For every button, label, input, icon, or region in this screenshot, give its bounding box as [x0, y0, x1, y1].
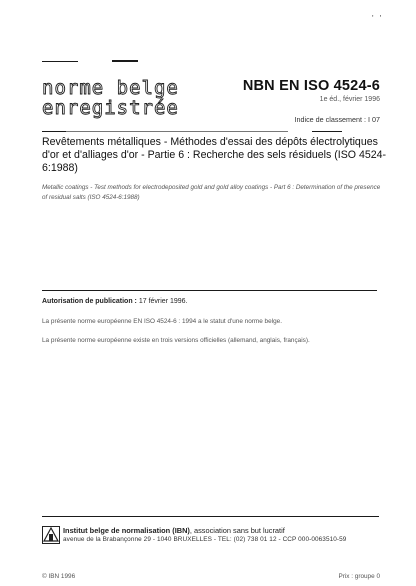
brand-line-2: enregistrée [42, 97, 179, 119]
authorization-date: 17 février 1996. [138, 298, 188, 305]
institute-name-line [63, 526, 285, 535]
price-group: Prix : groupe 0 [338, 573, 380, 580]
authorization-label: Autorisation de publication : [42, 298, 137, 305]
versions-paragraph: La présente norme européenne existe en trois versions officielles (allemand, anglais, français). [42, 337, 310, 344]
ibn-logo-icon [42, 526, 60, 544]
status-paragraph: La présente norme européenne EN ISO 4524-6 : 1994 a le statut d'une norme belge. [42, 318, 282, 325]
brand-line-1: norme belge [42, 77, 179, 99]
title-rule-left [42, 131, 66, 132]
edition-date: 1e éd., février 1996 [319, 96, 380, 103]
classification-index: Indice de classement : I 07 [294, 115, 380, 124]
title-rule-right [312, 131, 342, 132]
main-title: Revêtements métalliques - Méthodes d'essai des dépôts électrolytiques d'or et d'alliages d'or - Partie 6 : Recherche des sels résiduels (ISO 4524-6:1988) [42, 136, 387, 174]
authorization-line [42, 298, 188, 305]
header-rule-left [42, 61, 78, 62]
institute-address: avenue de la Brabançonne 29 - 1040 BRUXELLES - TEL: (02) 738 01 12 - CCP 000-0063510-59 [63, 536, 347, 543]
section-rule [42, 290, 377, 291]
institute-type: , association sans but lucratif [189, 526, 285, 535]
corner-mark: ' ' [372, 14, 384, 23]
institute-name: Institut belge de normalisation (IBN) [63, 526, 190, 535]
title-rule-center [66, 131, 288, 132]
footer-rule [42, 516, 379, 517]
alternate-title: Metallic coatings - Test methods for electrodeposited gold and gold alloy coatings - Part 6 : Determination of the presence of residual salts (ISO 4524-6:1988) [42, 184, 381, 201]
copyright: © IBN 1996 [42, 573, 76, 580]
standard-number: NBN EN ISO 4524-6 [242, 78, 380, 94]
header-rule-center [112, 60, 138, 62]
